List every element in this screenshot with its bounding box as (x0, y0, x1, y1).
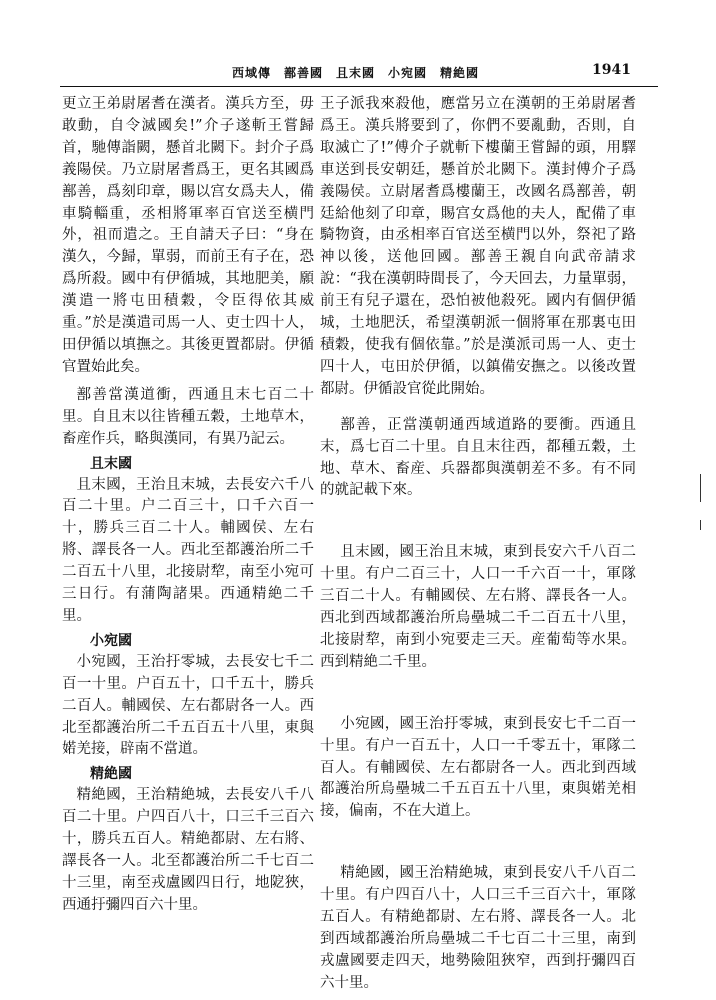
classical-paragraph-qiemo: 且末國，王治且末城，去長安六千八百二十里。户二百三十，口千六百一十，勝兵三百二十人。輔國侯、左右將、譯長各一人。西北至都護治所二千二百五十八里，北接尉犂，南至小宛可三日行。有蒲陶諸果。西通精絶二千里。 (62, 476, 314, 624)
header-rule (60, 86, 658, 87)
margin-mark (700, 520, 701, 530)
translation-paragraph-jingjue: 精絶國，國王治精絶城，東到長安八千八百二十里。有户四百八十，人口三千三百六十，軍隊五百人。有精絶都尉、左右將、譯長各一人。北到西域都護治所烏壘城二千七百二十三里，南到戎盧國要走四天，地勢險阻狹窄，西到扜彌四百六十里。 (320, 865, 636, 991)
classical-paragraph-xiaowan: 小宛國，王治扜零城，去長安七千二百一十里。户百五十，口千五十，勝兵二百人。輔國侯、左右都尉各一人。西北至都護治所二千五百五十八里，東與婼羌接，辟南不當道。 (62, 653, 314, 758)
translation-paragraph-qiemo: 且末國，國王治且末城，東到長安六千八百二十里。有户二百三十，人口一千六百一十，軍隊三百二十人。有輔國侯、左右將、譯長各一人。西北到西域都護治所烏壘城二千二百五十八里，北接尉犂，南到小宛要走三天。産葡萄等水果。西到精絶二千里。 (320, 544, 636, 670)
page-number: 1941 (592, 62, 631, 78)
classical-paragraph-jingjue: 精絶國，王治精絶城，去長安八千八百二十里。户四百八十，口三千三百六十，勝兵五百人。精絶都尉、左右將、譯長各一人。北至都護治所二千七百二十三里，南至戎盧國四日行，地阸狹，西通扜彌四百六十里。 (62, 787, 314, 913)
classical-paragraph-shanshan-end: 更立王弟尉屠耆在漢者。漢兵方至，毋敢動，自令滅國矣!”介子遂斬王嘗歸首，馳傳詣闕，懸首北闕下。封介子爲義陽侯。乃立尉屠耆爲王，更名其國爲鄯善，爲刻印章，賜以宫女爲夫人，備車騎輜重，丞相將軍率百官送至横門外，祖而遣之。王自請天子曰：“身在漢久，今歸，單弱，而前王有子在，恐爲所殺。國中有伊循城，其地肥美，願漢遣一將屯田積穀，令臣得依其威重。”於是漢遣司馬一人、吏士四十人，田伊循以填撫之。其後更置都尉。伊循官置始此矣。 (62, 96, 314, 375)
section-heading-qiemo: 且末國 (90, 455, 132, 472)
translation-column (320, 94, 636, 995)
section-heading-xiaowan: 小宛國 (90, 632, 132, 649)
translation-paragraph-shanshan-road: 鄯善，正當漢朝通西域道路的要衝。西通且末，爲七百二十里。自且末往西，都種五穀，土地、草木、畜産、兵器都與漢朝差不多。有不同的就記載下來。 (320, 416, 636, 499)
classical-paragraph-shanshan-road: 鄯善當漢道衝，西通且末七百二十里。自且末以往皆種五穀，土地草木，畜産作兵，略與漢同，有異乃記云。 (62, 386, 314, 447)
translation-paragraph-xiaowan: 小宛國，國王治扜零城，東到長安七千二百一十里。有户一百五十，人口一千零五十，軍隊二百人。有輔國侯、左右都尉各一人。西北到西域都護治所烏壘城二千五百五十八里，東與婼羌相接，偏南，不在大道上。 (320, 715, 636, 820)
section-heading-jingjue: 精絶國 (90, 766, 132, 783)
page-header (0, 62, 716, 84)
classical-text-column (62, 94, 314, 917)
translation-paragraph-shanshan-end: 王子派我來殺他，應當另立在漢朝的王弟尉屠耆爲王。漢兵將要到了，你們不要亂動，否則，自取滅亡了!”傅介子就斬下樓蘭王嘗歸的頭，用驛車送到長安朝廷，懸首於北闕下。漢封傅介子爲義陽侯。立尉屠耆爲樓蘭王，改國名爲鄯善，朝廷給他刻了印章，賜宫女爲他的夫人，配備了車騎物資，由丞相率百官送至横門以外，祭祀了路神以後，送他回國。鄯善王親自向武帝請求說：“我在漢朝時間長了，今天回去，力量單弱，前王有兒子還在，恐怕被他殺死。國内有個伊循城，土地肥沃，希望漢朝派一個將軍在那裏屯田積穀，使我有個依靠。”於是漢派司馬一人、吏士四十人，屯田於伊循，以鎮備安撫之。以後改置都尉。伊循設官從此開始。 (320, 96, 636, 397)
margin-mark (700, 474, 701, 502)
running-title: 西域傳 鄯善國 且末國 小宛國 精絶國 (232, 66, 480, 80)
